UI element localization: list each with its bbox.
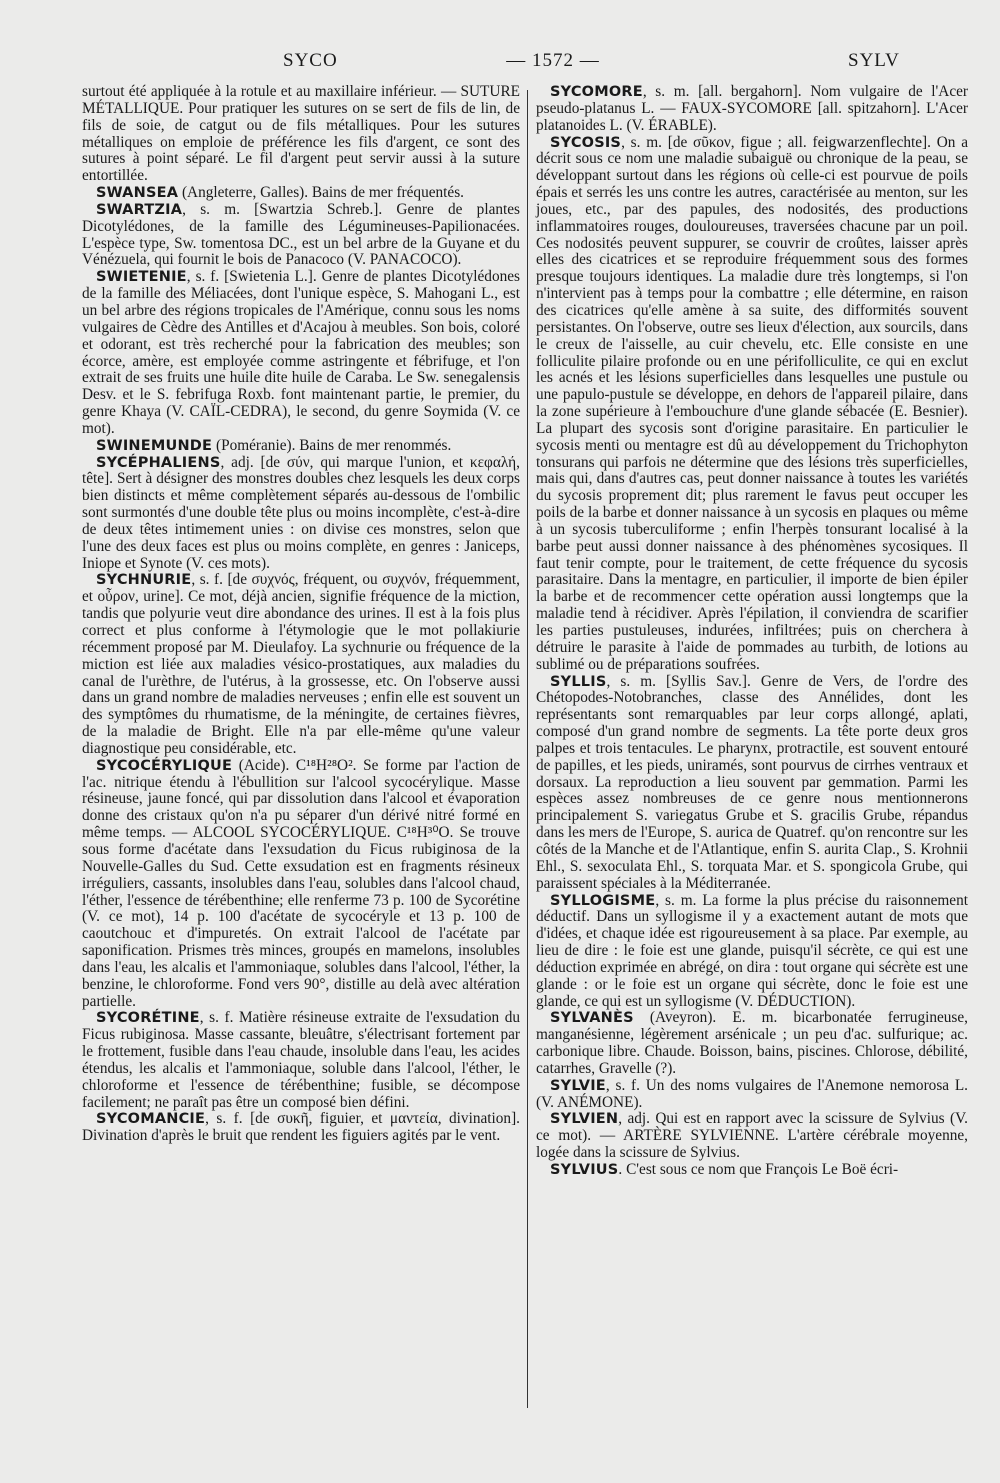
dictionary-entry [536, 84, 968, 135]
entry-headword: SYLLOGISME [550, 892, 656, 909]
entry-headword: SYLVIUS [550, 1162, 619, 1178]
entry-body: , s. m. [Syllis Sav.]. Genre de Vers, de l'ordre des Chétopodes-Notobranches, classe des Annélides, dont les représentants sont remarquables par leur corps allongé, aplati, composé d'un grand nombre de segments. La tête porte deux gros palpes et trois tentacules. Le pharynx, protractile, est souvent entouré de papilles, et les pieds, uniramés, sont pourvus de cirrhes ventraux et dorsaux. La reproduction a lieu souvent par gemmation. Parmi les espèces assez nombreuses de ce genre nous mentionnerons principalement S. variegatus Grube et S. gracilis Grube, répandus dans les mers de l'Europe, S. aurica de Quatref. qu'on rencontre sur les côtés de la Manche et de l'Atlantique, enfin S. aurita Clap., S. Krohnii Ehl., S. sexoculata Ehl., S. torquata Mar. et S. spongicola Grube, qui paraissent spéciales à la Méditerranée. [536, 672, 968, 892]
entry-body: surtout été appliquée à la rotule et au maxillaire inférieur. — SUTURE MÉTALLIQUE. Pour pratiquer les sutures on se sert de fils de lin, de fils de soie, de catgut ou de fils métalliques. Pour les sutures métalliques on emploie de préférence les fils d'argent, ce sont des sutures à point séparé. Le fil d'argent peut servir aussi à la suture entortillée. [82, 83, 520, 185]
dictionary-entry [82, 1010, 520, 1111]
entry-headword: SYLVIE [550, 1077, 606, 1094]
entry-headword: SYCORÉTINE [96, 1010, 200, 1027]
dictionary-entry [536, 674, 968, 893]
dictionary-entry [82, 84, 520, 185]
entry-body: , s. m. [de σῦκον, figue ; all. feigwarzenflechte]. On a décrit sous ce nom une maladie subaiguë ou chronique de la peau, se développant surtout dans les régions où celle-ci est pourvue de poils épais et serrés les uns contre les autres, caractérisée au menton, sur les joues, etc., par des papules, des nodosités, des productions inflammatoires rouges, douloureuses, traversées chacune par un poil. Ces nodosités peuvent suppurer, se couvrir de croûtes, laisser après elles des cicatrices et se reproduire fréquemment sous des formes presque toujours identiques. La maladie dure très longtemps, si l'on n'intervient pas à temps pour la combattre ; elle détermine, en raison des cicatrices qu'elle amène à sa suite, des difformités souvent persistantes. On l'observe, outre ses lieux d'élection, aux sourcils, dans le creux de l'aisselle, au cuir chevelu, etc. Elle consiste en une folliculite pilaire profonde ou en une périfolliculite, ce qui en exclut les acnés et les lésions superficielles dans lesquelles une pustule ou une papulo-pustule se développe, en dehors de l'appareil pilaire, dans la zone supérieure à l'embouchure d'une glande sébacée (E. Besnier). La plupart des sycosis sont d'origine parasitaire. En particulier le sycosis menti ou mentagre est dû au développement du Trichophyton tonsurans qui parfois ne détermine que des lésions très superficielles, mais qui, dans d'autres cas, peut donner naissance à toutes les variétés du sycosis proprement dit; plus rarement le favus peut occuper les poils de la barbe et donner naissance à un sycosis en plaques ou même à un sycosis tuberculiforme ; enfin l'herpès tonsurant localisé à la barbe peut aussi donner naissance à des phénomènes sycosiques. Il faut tenir compte, pour le traitement, de cette fréquence du sycosis parasitaire. Dans la mentagre, en particulier, il importe de bien épiler la barbe et de recommencer cette opération aussi longtemps que la maladie tend à récidiver. Après l'épilation, il conviendra de scarifier les parties pustuleuses, indurées, infiltrées; puis on cherchera à détruire le parasite à l'aide de pommades au turbith, de lotions au sublimé ou de préparations soufrées. [536, 133, 968, 673]
entry-body: . C'est sous ce nom que François Le Boë écri- [618, 1161, 899, 1178]
dictionary-entry [536, 1111, 968, 1162]
dictionary-entry [82, 202, 520, 269]
entry-body: (Aveyron). E. m. bicarbonatée ferrugineuse, manganésienne, légèrement arsénicale ; un peu d'ac. sulfurique; ac. carbonique libre. Chaude. Boisson, bains, piscines. Chlorose, débilité, catarrhes, Gravelle (?). [536, 1009, 968, 1077]
column-divider [527, 90, 528, 1408]
entry-body: , s. f. [de συχνός, fréquent, ou συχνόν, fréquemment, et οὖρον, urine]. Ce mot, déjà ancien, signifie fréquence de la miction, tandis que polyurie veut dire abondance des urines. Il est à la fois plus correct et plus conforme à l'étymologie que le mot pollakiurie récemment proposé par M. Dieulafoy. La sychnurie ou fréquence de la miction est liée aux maladies vésico-prostatiques, aux maladies du canal de l'urèthre, de l'utérus, à la grossesse, etc. On l'observe aussi dans un grand nombre de maladies nerveuses ; enfin elle est souvent un des symptômes du rhumatisme, de la méningite, de certaines fièvres, de la maladie de Bright. Elle n'a par elle-même qu'une valeur diagnostique peu considérable, etc. [82, 571, 520, 757]
entry-headword: SYCOMORE [550, 84, 643, 100]
entry-body: (Acide). C¹⁸H²⁸O². Se forme par l'action de l'ac. nitrique étendu à l'ébullition sur l'alcool sycocérylique. Masse résineuse, jaune foncé, qui par dissolution dans l'alcool et évaporation donne des cristaux qu'on n'a pu séparer d'un dérivé nitré formé en même temps. — ALCOOL SYCOCÉRYLIQUE. C¹⁸H³⁰O. Se trouve sous forme d'acétate dans l'exsudation du Ficus rubiginosa de la Nouvelle-Galles du Sud. Cette exsudation est en fragments résineux irréguliers, cassants, insolubles dans l'eau, solubles dans l'alcool chaud, l'éther, l'essence de térébenthine; elle renferme 73 p. 100 de Sycorétine (V. ce mot), 14 p. 100 d'acétate de sycocéryle et 13 p. 100 de caoutchouc et d'impuretés. On extrait l'alcool de l'acétate par saponification. Prismes très minces, groupés en mamelons, insolubles dans l'eau, les alcalis et l'ammoniaque, solubles dans l'alcool, l'éther, la benzine, le chloroforme. Fond vers 90°, distille au delà avec altération partielle. [82, 756, 520, 1010]
right-column [536, 84, 968, 1179]
dictionary-entry [82, 455, 520, 573]
entry-body: , adj. Qui est en rapport avec la scissure de Sylvius (V. ce mot). — ARTÈRE SYLVIENNE. L'artère cérébrale moyenne, logée dans la scissure de Sylvius. [536, 1110, 968, 1162]
dictionary-entry [536, 1078, 968, 1112]
dictionary-entry [536, 1162, 968, 1179]
entry-headword: SYCOMANCIE [96, 1111, 206, 1128]
entry-headword: SYLVANÈS [550, 1010, 634, 1027]
entry-headword: SYLLIS [550, 673, 607, 690]
running-head-right: SYLV [848, 50, 900, 71]
entry-body: , s. f. [de συκῆ, figuier, et μαντεία, divination]. Divination d'après le bruit que rendent les figuiers agités par le vent. [82, 1110, 520, 1145]
dictionary-entry [82, 269, 520, 437]
entry-body: , s. m. [all. bergahorn]. Nom vulgaire de l'Acer pseudo-platanus L. — FAUX-SYCOMORE [all. spitzahorn]. L'Acer platanoides L. (V. ÉRABLE). [536, 83, 968, 134]
entry-body: , s. m. La forme la plus précise du raisonnement déductif. Dans un syllogisme il y a exactement autant de mots que d'idées, et chaque idée est rigoureusement à sa place. Par exemple, au lieu de dire : le foie est une glande, puisqu'il sécrète, ce qui est une déduction exprimée en abrégé, on dira : tout organe qui sécrète est une glande : or le foie est un organe qui sécrète, donc le foie est une glande, ce qui est un syllogisme (V. DÉDUCTION). [536, 891, 968, 1010]
dictionary-entry [82, 572, 520, 757]
dictionary-entry [536, 135, 968, 674]
entry-headword: SWIETENIE [96, 269, 187, 286]
dictionary-entry [536, 893, 968, 1011]
dictionary-entry [82, 1111, 520, 1145]
entry-headword: SYCOCÉRYLIQUE [96, 757, 233, 774]
dictionary-entry [82, 758, 520, 1011]
entry-body: , s. f. [Swietenia L.]. Genre de plantes Dicotylédones de la famille des Méliacées, dont l'unique espèce, S. Mahogani L., est un bel arbre des régions tropicales de l'Amérique, connu sous les noms vulgaires de Cèdre des Antilles et d'Acajou à meubles. Son bois, coloré et odorant, est très recherché pour la fabrication des meubles; son écorce, amère, est employée comme astringente et fébrifuge, et l'on extrait de ses fruits une huile dite huile de Caraba. Le Sw. senegalensis Desv. et le S. febrifuga Roxb. font maintenant partie, le premier, du genre Khaya (V. CAÏL-CEDRA), le second, du genre Soymida (V. ce mot). [82, 268, 520, 437]
entry-body: , adj. [de σύν, qui marque l'union, et κεφαλή, tête]. Sert à désigner des monstres doubles chez lesquels les deux corps bien distincts et même complètement séparés au-dessous de l'ombilic sont surmontés d'une double tête plus ou moins incomplète, c'est-à-dire de deux têtes intimement unies : on divise ces monstres, selon que l'une des deux faces est plus ou moins complète, en genres : Janiceps, Iniope et Synote (V. ces mots). [82, 453, 520, 572]
entry-body: (Poméranie). Bains de mer renommés. [212, 436, 452, 454]
running-head-left: SYCO [283, 50, 338, 71]
entry-body: , s. m. [Swartzia Schreb.]. Genre de plantes Dicotylédones, de la famille des Légumineuses-Papilionacées. L'espèce type, Sw. tomentosa DC., est un bel arbre de la Guyane et du Vénézuela, qui fournit le bois de Panacoco (V. PANACOCO). [82, 200, 520, 269]
entry-headword: SYCHNURIE [96, 572, 192, 589]
entry-headword: SYCÉPHALIENS [96, 454, 221, 471]
entry-body: , s. f. Matière résineuse extraite de l'exsudation du Ficus rubiginosa. Masse cassante, bleuâtre, s'électrisant fortement par le frottement, fusible dans l'eau chaude, insoluble dans l'eau, les acides étendus, les alcalis et l'ammoniaque, soluble dans l'alcool, l'éther, le chloroforme et l'essence de térébenthine; fusible, se décompose facilement; ne paraît pas être un composé bien défini. [82, 1009, 520, 1111]
page-number: — 1572 — [506, 50, 600, 71]
left-column [82, 84, 520, 1145]
dictionary-entry [82, 438, 520, 455]
entry-headword: SWANSEA [96, 185, 179, 202]
dictionary-entry [536, 1010, 968, 1077]
entry-headword: SYLVIEN [550, 1111, 619, 1128]
dictionary-entry [82, 185, 520, 202]
entry-headword: SYCOSIS [550, 134, 622, 151]
entry-body: , s. f. Un des noms vulgaires de l'Anemone nemorosa L. (V. ANÉMONE). [536, 1076, 968, 1111]
entry-headword: SWARTZIA [96, 201, 183, 218]
entry-headword: SWINEMUNDE [96, 437, 213, 454]
entry-body: (Angleterre, Galles). Bains de mer fréquentés. [178, 184, 464, 202]
